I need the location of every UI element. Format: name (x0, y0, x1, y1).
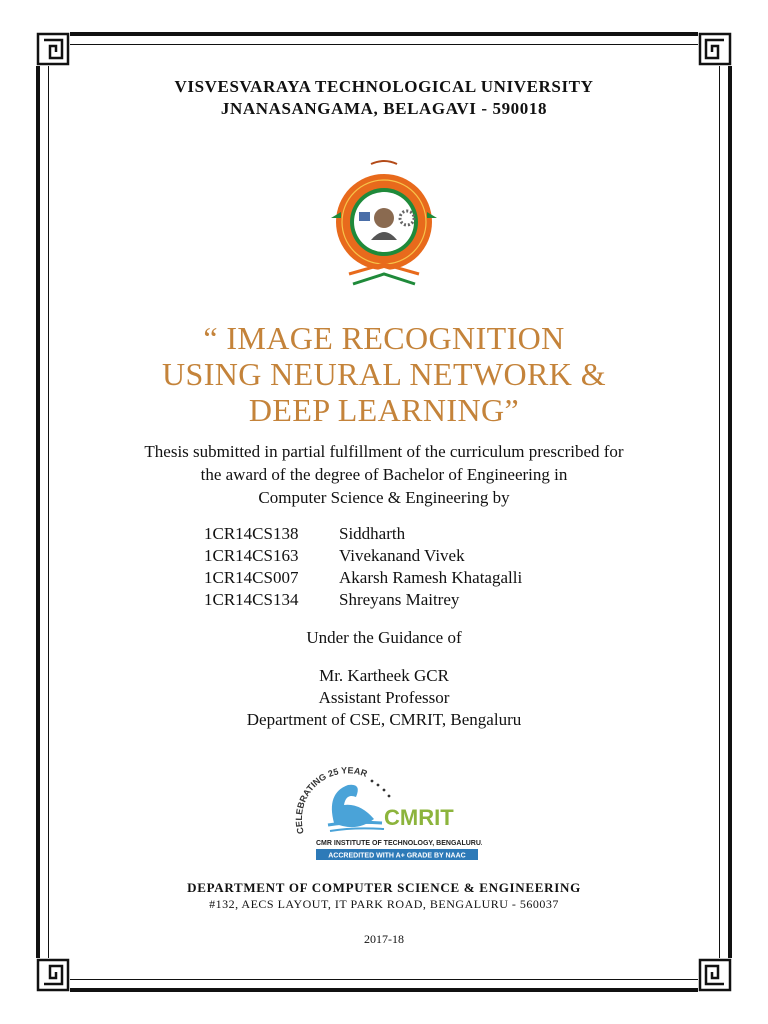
description-line: Computer Science & Engineering by (258, 488, 510, 507)
student-row (204, 589, 564, 611)
student-row (204, 567, 564, 589)
student-row (204, 545, 564, 567)
cmrit-brand-text: CMRIT (384, 805, 454, 830)
department-name: DEPARTMENT OF COMPUTER SCIENCE & ENGINEERING (187, 880, 581, 895)
thesis-title-line: DEEP LEARNING” (248, 392, 520, 428)
academic-year: 2017-18 (364, 932, 404, 946)
cmrit-full-name: CMR INSTITUTE OF TECHNOLOGY, BENGALURU. (316, 840, 482, 847)
student-usn: 1CR14CS007 (204, 568, 299, 587)
guide-designation: Assistant Professor (318, 688, 450, 707)
student-name: Siddharth (339, 524, 406, 543)
description-line: Thesis submitted in partial fulfillment of the curriculum prescribed for (144, 442, 624, 461)
guidance-heading: Under the Guidance of (306, 628, 462, 647)
student-name: Vivekanand Vivek (339, 546, 465, 565)
student-name: Shreyans Maitrey (339, 590, 460, 609)
submission-description (60, 440, 708, 509)
cmrit-arc-text: CELEBRATING 25 YEAR (293, 765, 369, 835)
student-usn: 1CR14CS163 (204, 546, 299, 565)
cmrit-accreditation: ACCREDITED WITH A+ GRADE BY NAAC (328, 852, 466, 860)
vtu-emblem-icon (329, 158, 439, 286)
corner-ornament-icon (36, 958, 70, 992)
description-line: the award of the degree of Bachelor of Engineering in (200, 465, 568, 484)
university-address: JNANASANGAMA, BELAGAVI - 590018 (220, 99, 548, 118)
student-usn: 1CR14CS134 (204, 590, 299, 609)
corner-ornament-icon (698, 958, 732, 992)
student-row (204, 523, 564, 545)
corner-ornament-icon (36, 32, 70, 66)
cmrit-swan-logo-icon (286, 763, 482, 863)
university-name: VISVESVARAYA TECHNOLOGICAL UNIVERSITY (174, 77, 594, 96)
department-address: #132, AECS LAYOUT, IT PARK ROAD, BENGALURU - 560037 (209, 897, 559, 911)
title-page (60, 76, 708, 947)
corner-ornament-icon (698, 32, 732, 66)
guide-name: Mr. Kartheek GCR (319, 666, 449, 685)
guide-details (60, 665, 708, 731)
thesis-title-line: USING NEURAL NETWORK & (161, 356, 607, 392)
thesis-title (60, 320, 708, 428)
student-name: Akarsh Ramesh Khatagalli (339, 568, 523, 587)
student-list (204, 523, 564, 611)
thesis-title-line: “ IMAGE RECOGNITION (203, 320, 565, 356)
student-usn: 1CR14CS138 (204, 524, 299, 543)
guide-department: Department of CSE, CMRIT, Bengaluru (246, 710, 522, 729)
